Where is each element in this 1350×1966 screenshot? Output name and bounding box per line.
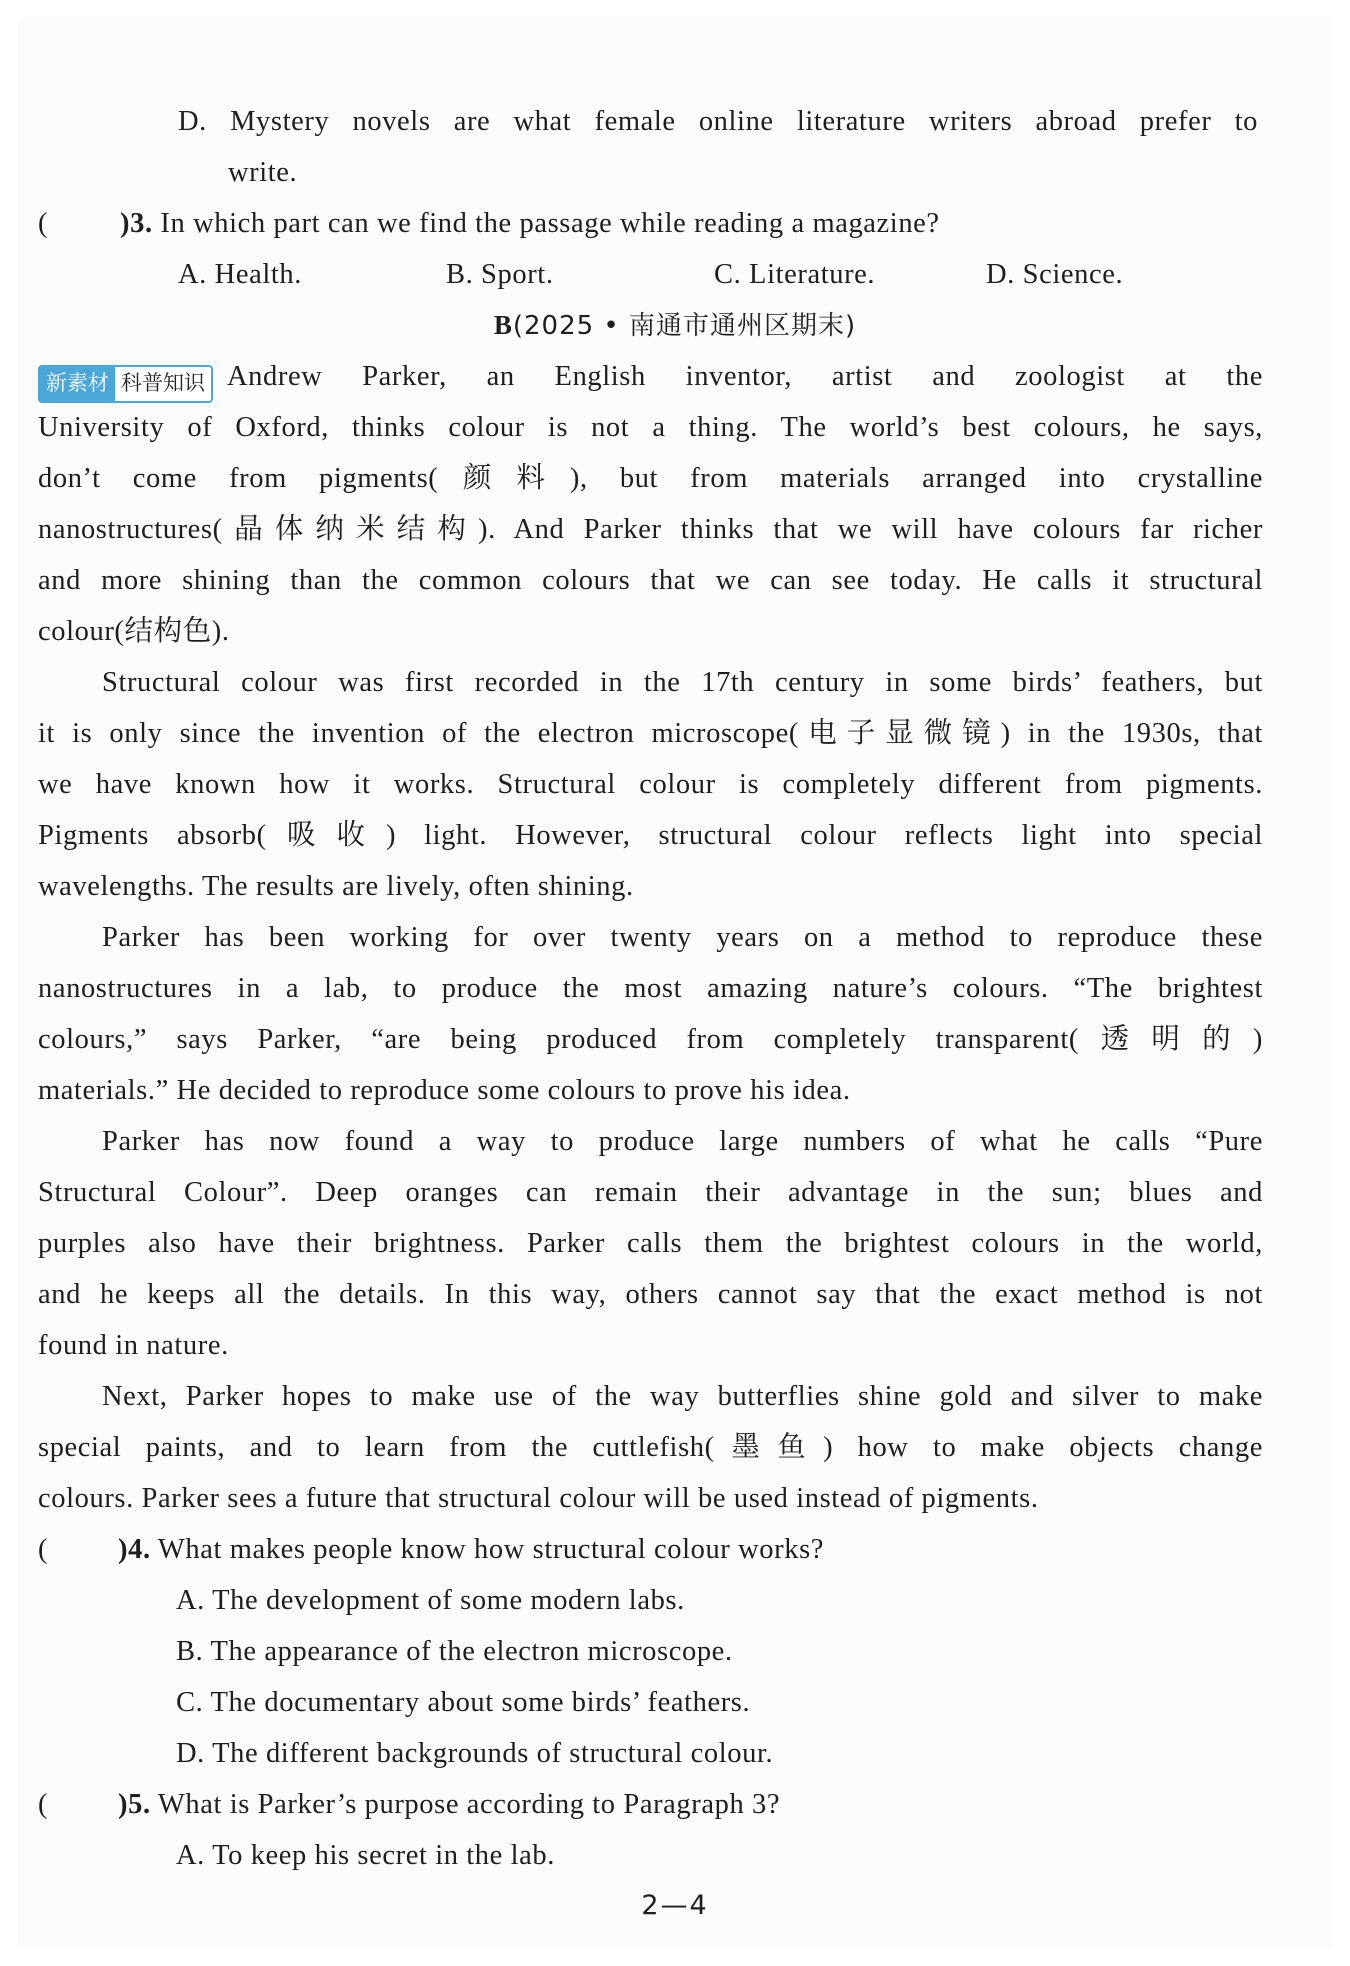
passage-line: colours. Parker sees a future that structural colour will be used instead of pigments. bbox=[38, 1483, 1039, 1514]
passage-line: Next, Parker hopes to make use of the way butterflies shine gold and silver to make bbox=[102, 1381, 1263, 1412]
q3-number: )3. bbox=[120, 208, 153, 239]
passage-line: Pigments absorb(吸收) light. However, structural colour reflects light into special bbox=[38, 820, 1263, 851]
passage-line: materials.” He decided to reproduce some colours to prove his idea. bbox=[38, 1075, 851, 1106]
tag-science-knowledge: 科普知识 bbox=[115, 367, 211, 401]
q3-option-a: A. Health. bbox=[178, 259, 302, 290]
q4-option-b: B. The appearance of the electron microscope. bbox=[176, 1636, 733, 1667]
passage-text: Andrew Parker, an English inventor, artist and zoologist at the bbox=[227, 361, 1263, 392]
passage-line: nanostructures in a lab, to produce the most amazing nature’s colours. “The brightest bbox=[38, 973, 1263, 1004]
passage-paragraph-3 bbox=[38, 912, 1263, 1116]
q3-answer-bracket[interactable]: ( bbox=[38, 208, 49, 239]
passage-line: and he keeps all the details. In this way, others cannot say that the exact method is not bbox=[38, 1279, 1263, 1310]
passage-line: purples also have their brightness. Parker calls them the brightest colours in the world, bbox=[38, 1228, 1263, 1259]
q2-option-d: D. Mystery novels are what female online literature writers abroad prefer to bbox=[178, 106, 1258, 137]
passage-line: colours,” says Parker, “are being produced from completely transparent(透明的) bbox=[38, 1024, 1263, 1055]
q4-question bbox=[118, 1524, 824, 1575]
passage-line: Parker has now found a way to produce large numbers of what he calls “Pure bbox=[102, 1126, 1263, 1157]
passage-line: University of Oxford, thinks colour is not a thing. The world’s best colours, he says, bbox=[38, 412, 1263, 443]
passage-line: Structural Colour”. Deep oranges can remain their advantage in the sun; blues and bbox=[38, 1177, 1263, 1208]
passage-line: we have known how it works. Structural colour is completely different from pigments. bbox=[38, 769, 1263, 800]
q3-text: In which part can we find the passage while reading a magazine? bbox=[160, 208, 940, 239]
q3-option-b: B. Sport. bbox=[446, 259, 554, 290]
passage-line bbox=[38, 351, 1263, 402]
passage-paragraph-2 bbox=[38, 657, 1263, 912]
passage-paragraph-4 bbox=[38, 1116, 1263, 1371]
passage-line: nanostructures(晶体纳米结构). And Parker thinks that we will have colours far richer bbox=[38, 514, 1263, 545]
tag-new-material: 新素材 bbox=[40, 367, 115, 401]
passage-paragraph-5 bbox=[38, 1371, 1263, 1524]
q5-number: )5. bbox=[118, 1789, 151, 1820]
passage-line: don’t come from pigments(颜料), but from materials arranged into crystalline bbox=[38, 463, 1263, 494]
q3-option-d: D. Science. bbox=[986, 259, 1124, 290]
q4-option-d: D. The different backgrounds of structural colour. bbox=[176, 1738, 774, 1769]
passage-line: wavelengths. The results are lively, often shining. bbox=[38, 871, 634, 902]
section-source: (2025 • 南通市通州区期末) bbox=[512, 311, 857, 341]
q5-option-a: A. To keep his secret in the lab. bbox=[176, 1840, 555, 1871]
passage-line: and more shining than the common colours that we can see today. He calls it structural bbox=[38, 565, 1263, 596]
passage-line: Parker has been working for over twenty years on a method to reproduce these bbox=[102, 922, 1263, 953]
q5-answer-bracket[interactable]: ( bbox=[38, 1789, 49, 1820]
q4-option-c: C. The documentary about some birds’ feathers. bbox=[176, 1687, 751, 1718]
q3-question bbox=[120, 198, 940, 249]
q5-question bbox=[118, 1779, 780, 1830]
passage-line: it is only since the invention of the electron microscope(电子显微镜) in the 1930s, that bbox=[38, 718, 1263, 749]
q2-option-d-continued: write. bbox=[228, 157, 298, 188]
q5-text: What is Parker’s purpose according to Paragraph 3? bbox=[157, 1789, 781, 1820]
passage-line: colour(结构色). bbox=[38, 616, 230, 647]
q4-option-a: A. The development of some modern labs. bbox=[176, 1585, 685, 1616]
q4-number: )4. bbox=[118, 1534, 151, 1565]
section-title bbox=[0, 300, 1350, 352]
q3-option-c: C. Literature. bbox=[714, 259, 876, 290]
q4-answer-bracket[interactable]: ( bbox=[38, 1534, 49, 1565]
page-number: 2—4 bbox=[641, 1890, 709, 1921]
new-material-tag bbox=[38, 365, 213, 403]
passage-line: found in nature. bbox=[38, 1330, 229, 1361]
section-letter: B bbox=[493, 310, 513, 340]
q4-text: What makes people know how structural colour works? bbox=[157, 1534, 825, 1565]
passage-line: special paints, and to learn from the cuttlefish(墨鱼) how to make objects change bbox=[38, 1432, 1263, 1463]
passage-line: Structural colour was first recorded in the 17th century in some birds’ feathers, but bbox=[102, 667, 1263, 698]
passage-paragraph-1 bbox=[38, 351, 1263, 657]
